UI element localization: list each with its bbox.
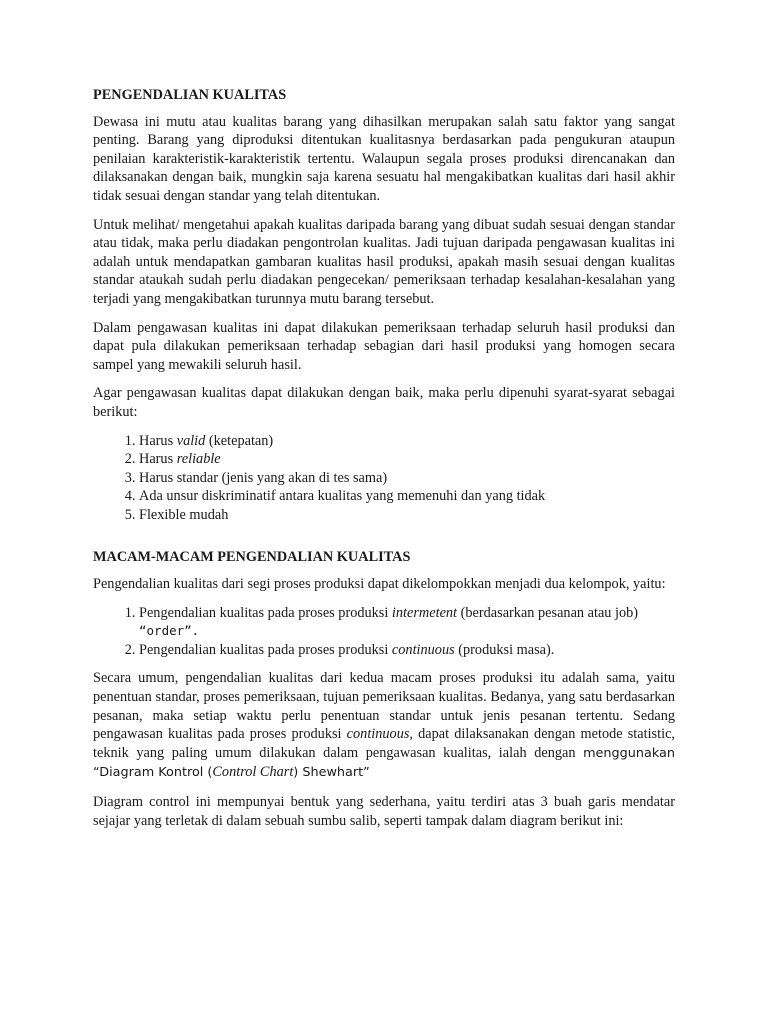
list-item: 1. Pengendalian kualitas pada proses produksi intermetent (berdasarkan pesanan atau job) “order”. bbox=[139, 604, 675, 641]
list-item: 5. Flexible mudah bbox=[139, 506, 675, 525]
process-list bbox=[93, 604, 675, 660]
paragraph-purpose: Untuk melihat/ mengetahui apakah kualitas daripada barang yang dibuat sudah sesuai dengan standar atau tidak, maka perlu diadakan pengontrolan kualitas. Jadi tujuan daripada pengawasan kualitas ini adalah untuk mendapatkan gambaran kualitas hasil produksi, apakah masih sesuai dengan kualitas standar ataukah sudah perlu diadakan pengecekan/ pemeriksaan terhadap kesalahan-kesalahan yang terjadi yang mengakibatkan turunnya mutu barang tersebut. bbox=[93, 216, 675, 307]
paragraph-general: Secara umum, pengendalian kualitas dari kedua macam proses produksi itu adalah sama, yaitu penentuan standar, proses pemeriksaan, tujuan pemeriksaan kualitas. Bedanya, yang satu berdasarkan pesanan, maka setiap waktu perlu penentuan standar untuk jenis pesanan tertentu. Sedang pengawasan kualitas pada proses produksi continuous, dapat dilaksanakan dengan metode statistic, teknik yang paling umum dilakukan dalam pengawasan kualitas, ialah dengan menggunakan “Diagram Kontrol (Control Chart) Shewhart” bbox=[93, 670, 675, 781]
requirements-list bbox=[93, 432, 675, 525]
paragraph-diagram: Diagram control ini mempunyai bentuk yang sederhana, yaitu terdiri atas 3 buah garis mendatar sejajar yang terletak di dalam sebuah sumbu salib, seperti tampak dalam diagram berikut ini: bbox=[93, 794, 675, 829]
list-item: 4. Ada unsur diskriminatif antara kualitas yang memenuhi dan yang tidak bbox=[139, 487, 675, 506]
paragraph-requirements: Agar pengawasan kualitas dapat dilakukan dengan baik, maka perlu dipenuhi syarat-syarat sebagai berikut: bbox=[93, 385, 675, 420]
section-title-pengendalian-kualitas: PENGENDALIAN KUALITAS bbox=[93, 87, 287, 103]
list-item: 2. Harus reliable bbox=[139, 450, 675, 469]
paragraph-groups: Pengendalian kualitas dari segi proses produksi dapat dikelompokkan menjadi dua kelompok, yaitu: bbox=[93, 576, 666, 593]
document-page bbox=[93, 86, 675, 840]
list-item: 3. Harus standar (jenis yang akan di tes sama) bbox=[139, 469, 675, 488]
paragraph-inspection: Dalam pengawasan kualitas ini dapat dilakukan pemeriksaan terhadap seluruh hasil produksi dan dapat pula dilakukan pemeriksaan terhadap sebagian dari hasil produksi yang homogen secara sampel yang mewakili seluruh hasil. bbox=[93, 319, 675, 373]
section-title-macam-macam: MACAM-MACAM PENGENDALIAN KUALITAS bbox=[93, 549, 411, 566]
list-item: 1. Harus valid (ketepatan) bbox=[139, 432, 675, 451]
list-item: 2. Pengendalian kualitas pada proses produksi continuous (produksi masa). bbox=[139, 641, 675, 660]
paragraph-intro: Dewasa ini mutu atau kualitas barang yang dihasilkan merupakan salah satu faktor yang sangat penting. Barang yang diproduksi ditentukan kualitasnya berdasarkan pada pengukuran ataupun penilaian karakteristik-karakteristik tertentu. Walaupun segala proses produksi direncanakan dan dilaksanakan dengan baik, mungkin saja karena sesuatu hal mengakibatkan kualitas dari hasil akhir tidak sesuai dengan standar yang telah ditentukan. bbox=[93, 113, 675, 204]
